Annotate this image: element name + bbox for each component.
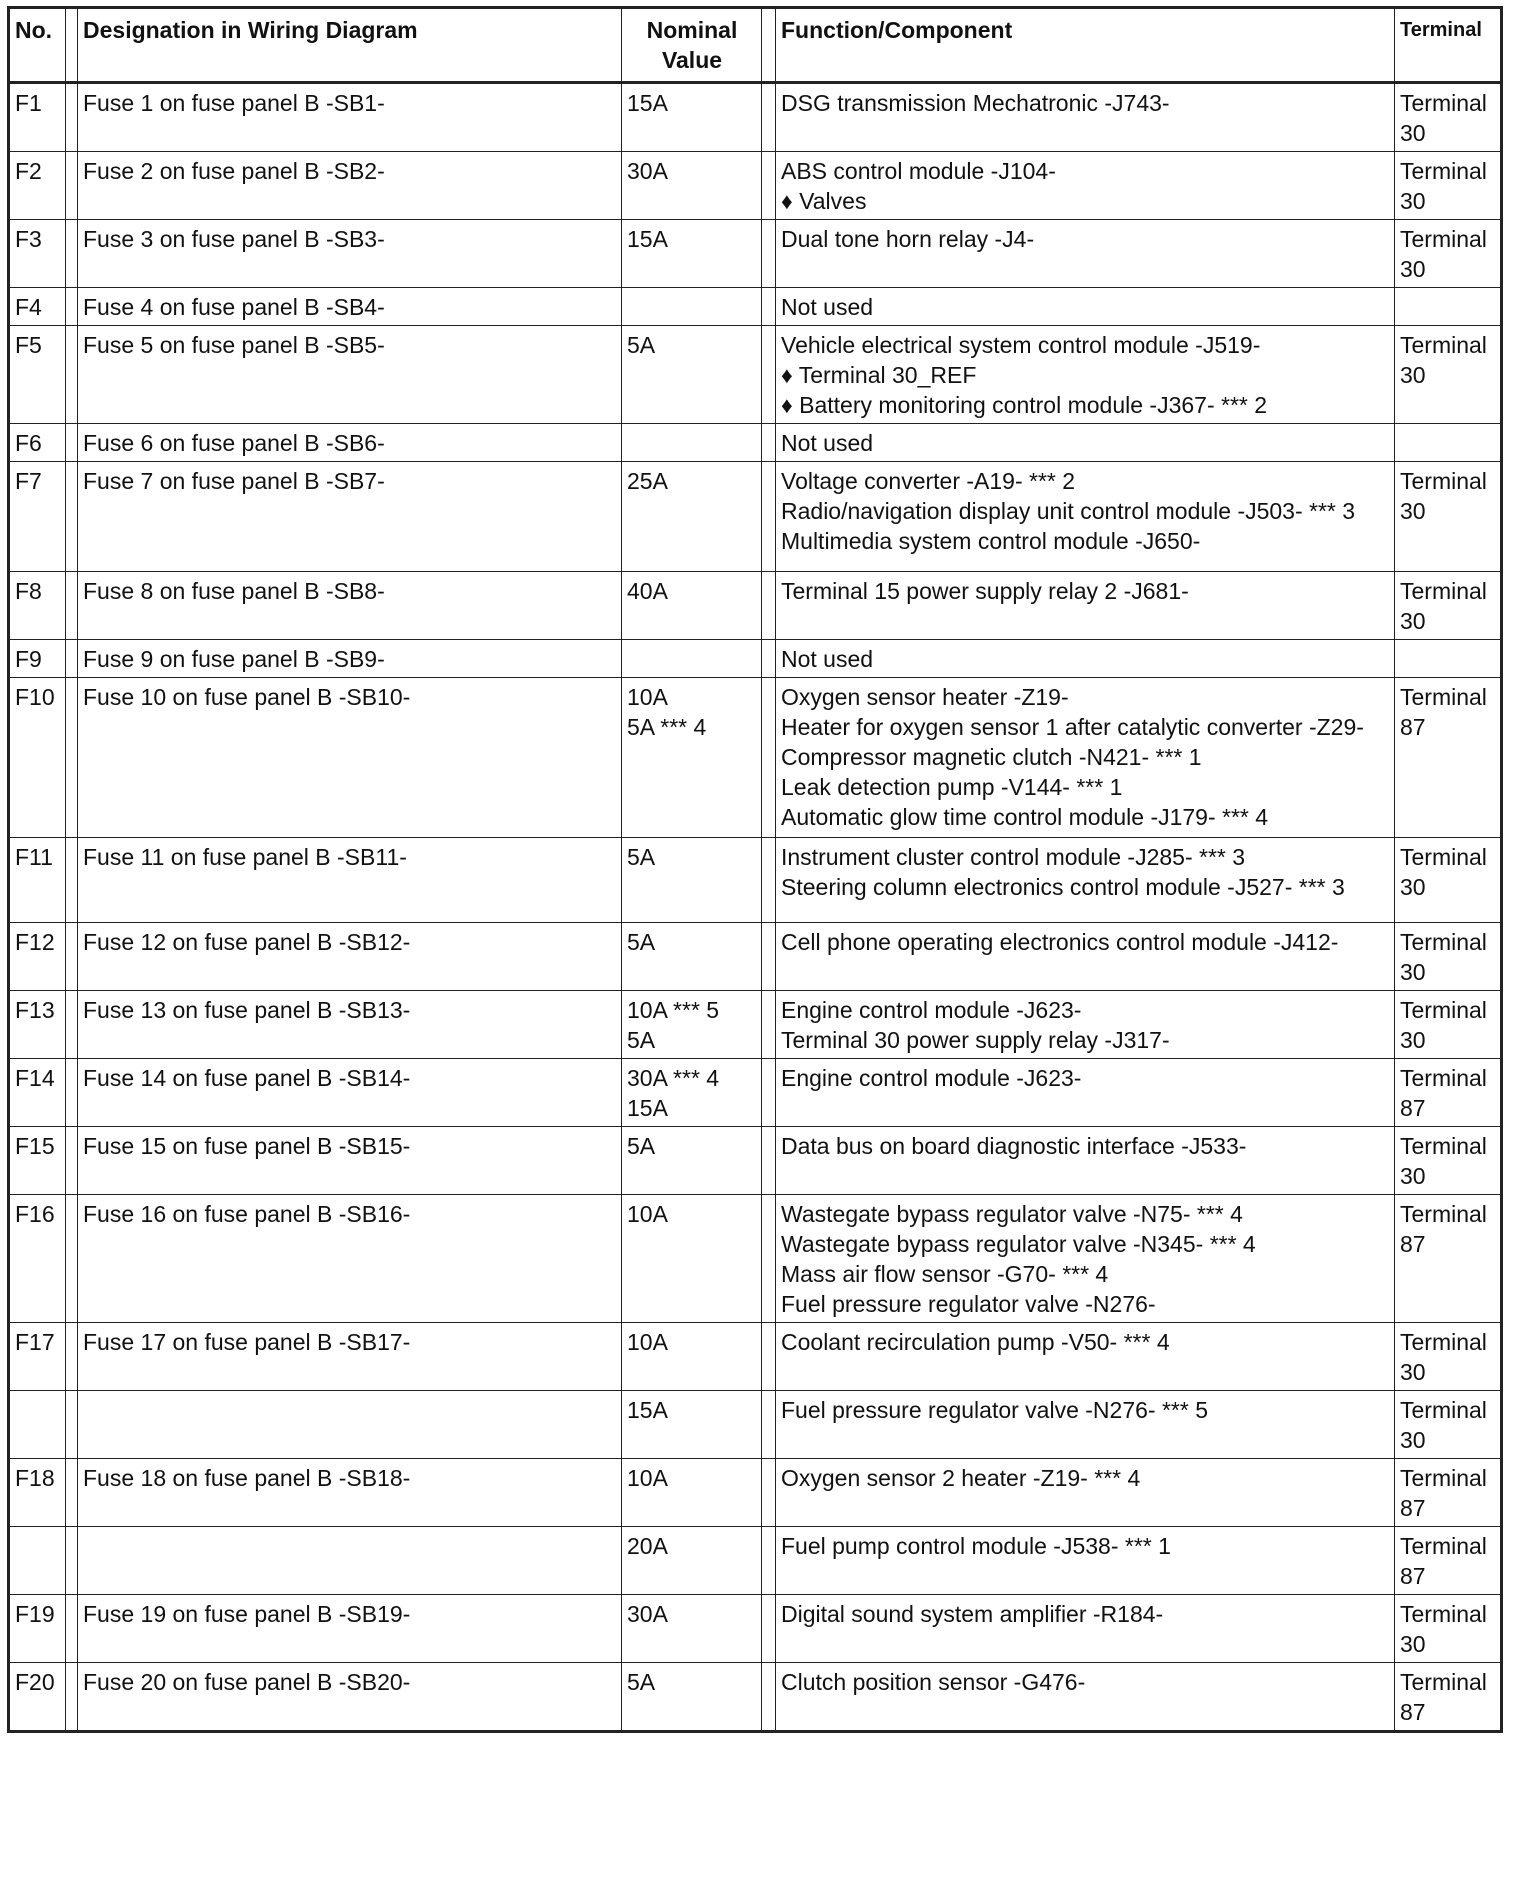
- spacer-cell: [66, 1127, 78, 1195]
- nominal-value-cell: [622, 288, 762, 326]
- fuse-number-cell: F7: [9, 462, 66, 572]
- function-line: Voltage converter -A19- *** 2: [781, 468, 1076, 494]
- nominal-value-line: 25A: [627, 468, 668, 494]
- nominal-value-line: 10A: [627, 684, 668, 710]
- header-designation: Designation in Wiring Diagram: [78, 8, 622, 83]
- table-row: [9, 462, 1502, 572]
- header-function-component: Function/Component: [776, 8, 1395, 83]
- terminal-line: 30: [1400, 188, 1426, 214]
- terminal-line: Terminal: [1400, 929, 1487, 955]
- function-component-cell: [776, 572, 1395, 640]
- function-line: Vehicle electrical system control module -J519-: [781, 332, 1261, 358]
- function-component-cell: [776, 326, 1395, 424]
- fuse-number-cell: F4: [9, 288, 66, 326]
- function-line: Terminal 15 power supply relay 2 -J681-: [781, 578, 1189, 604]
- table-row: [9, 1391, 1502, 1459]
- terminal-line: 87: [1400, 714, 1426, 740]
- header-no: No.: [9, 8, 66, 83]
- nominal-value-cell: [622, 1323, 762, 1391]
- function-line: ♦ Valves: [781, 188, 867, 214]
- terminal-line: 87: [1400, 1699, 1426, 1725]
- spacer-cell: [762, 923, 776, 991]
- terminal-line: 30: [1400, 1163, 1426, 1189]
- terminal-cell: [1395, 326, 1502, 424]
- table-row: [9, 1459, 1502, 1527]
- terminal-cell: [1395, 838, 1502, 923]
- designation-cell: Fuse 11 on fuse panel B -SB11-: [78, 838, 622, 923]
- function-line: Mass air flow sensor -G70- *** 4: [781, 1261, 1109, 1287]
- designation-cell: Fuse 18 on fuse panel B -SB18-: [78, 1459, 622, 1527]
- nominal-value-cell: [622, 1663, 762, 1732]
- spacer-cell: [66, 1663, 78, 1732]
- header-nominal-line: Nominal: [646, 17, 738, 43]
- spacer-cell: [762, 152, 776, 220]
- terminal-line: Terminal: [1400, 1669, 1487, 1695]
- fuse-number-cell: F1: [9, 83, 66, 152]
- nominal-value-line: 10A: [627, 1201, 668, 1227]
- function-component-cell: [776, 424, 1395, 462]
- function-component-cell: [776, 220, 1395, 288]
- terminal-line: Terminal: [1400, 158, 1487, 184]
- terminal-line: 30: [1400, 120, 1426, 146]
- nominal-value-line: 5A: [627, 844, 656, 870]
- nominal-value-cell: [622, 1059, 762, 1127]
- spacer-cell: [762, 220, 776, 288]
- fuse-number-cell: [9, 1527, 66, 1595]
- spacer-cell: [66, 1391, 78, 1459]
- function-component-cell: [776, 1595, 1395, 1663]
- fuse-number-cell: F5: [9, 326, 66, 424]
- function-component-cell: [776, 838, 1395, 923]
- spacer-cell: [66, 83, 78, 152]
- spacer-cell: [762, 83, 776, 152]
- table-row: [9, 1195, 1502, 1323]
- nominal-value-line: 10A: [627, 1465, 668, 1491]
- nominal-value-line: 15A: [627, 226, 668, 252]
- terminal-line: Terminal: [1400, 997, 1487, 1023]
- terminal-line: Terminal: [1400, 1133, 1487, 1159]
- function-line: Fuel pump control module -J538- *** 1: [781, 1533, 1171, 1559]
- nominal-value-cell: [622, 220, 762, 288]
- table-row: [9, 838, 1502, 923]
- spacer-cell: [762, 572, 776, 640]
- function-component-cell: [776, 462, 1395, 572]
- header-value-line: Value: [661, 47, 723, 73]
- designation-cell: Fuse 10 on fuse panel B -SB10-: [78, 678, 622, 838]
- fuse-table: [7, 6, 1503, 1733]
- fuse-number-cell: [9, 1391, 66, 1459]
- terminal-line: Terminal: [1400, 844, 1487, 870]
- spacer-cell: [762, 424, 776, 462]
- function-line: Oxygen sensor 2 heater -Z19- *** 4: [781, 1465, 1141, 1491]
- table-row: [9, 152, 1502, 220]
- terminal-cell: [1395, 1391, 1502, 1459]
- spacer-cell: [762, 1127, 776, 1195]
- terminal-cell: [1395, 991, 1502, 1059]
- function-line: Engine control module -J623-: [781, 997, 1082, 1023]
- nominal-value-cell: [622, 1527, 762, 1595]
- designation-cell: Fuse 3 on fuse panel B -SB3-: [78, 220, 622, 288]
- terminal-line: 30: [1400, 959, 1426, 985]
- terminal-cell: [1395, 1663, 1502, 1732]
- table-row: [9, 1059, 1502, 1127]
- designation-cell: Fuse 13 on fuse panel B -SB13-: [78, 991, 622, 1059]
- function-component-cell: [776, 1195, 1395, 1323]
- nominal-value-cell: [622, 1127, 762, 1195]
- nominal-value-line: 5A: [627, 1027, 656, 1053]
- terminal-line: Terminal: [1400, 90, 1487, 116]
- terminal-line: 30: [1400, 1359, 1426, 1385]
- nominal-value-cell: [622, 838, 762, 923]
- function-component-cell: [776, 288, 1395, 326]
- fuse-table-body: [9, 83, 1502, 1732]
- fuse-number-cell: F14: [9, 1059, 66, 1127]
- spacer-cell: [66, 462, 78, 572]
- nominal-value-cell: [622, 152, 762, 220]
- nominal-value-cell: [622, 424, 762, 462]
- spacer-cell: [66, 152, 78, 220]
- function-line: Fuel pressure regulator valve -N276-: [781, 1291, 1156, 1317]
- terminal-cell: [1395, 678, 1502, 838]
- terminal-cell: [1395, 1459, 1502, 1527]
- designation-cell: [78, 1391, 622, 1459]
- spacer-cell: [66, 424, 78, 462]
- terminal-line: Terminal: [1400, 468, 1487, 494]
- terminal-line: Terminal: [1400, 1201, 1487, 1227]
- function-line: Wastegate bypass regulator valve -N75- *** 4: [781, 1201, 1243, 1227]
- designation-cell: Fuse 8 on fuse panel B -SB8-: [78, 572, 622, 640]
- terminal-line: 87: [1400, 1095, 1426, 1121]
- spacer-cell: [762, 1663, 776, 1732]
- terminal-line: 87: [1400, 1563, 1426, 1589]
- function-line: ABS control module -J104-: [781, 158, 1056, 184]
- header-terminal: Terminal: [1395, 8, 1502, 83]
- function-line: Compressor magnetic clutch -N421- *** 1: [781, 744, 1202, 770]
- terminal-line: 87: [1400, 1495, 1426, 1521]
- spacer-cell: [66, 991, 78, 1059]
- table-header-row: [9, 8, 1502, 83]
- designation-cell: Fuse 15 on fuse panel B -SB15-: [78, 1127, 622, 1195]
- spacer-cell: [762, 1391, 776, 1459]
- fuse-number-cell: F3: [9, 220, 66, 288]
- fuse-number-cell: F12: [9, 923, 66, 991]
- nominal-value-cell: [622, 326, 762, 424]
- function-line: Not used: [781, 294, 874, 320]
- terminal-line: Terminal: [1400, 1465, 1487, 1491]
- nominal-value-line: 5A *** 4: [627, 714, 707, 740]
- terminal-line: 30: [1400, 362, 1426, 388]
- terminal-line: Terminal: [1400, 1065, 1487, 1091]
- header-spacer: [66, 8, 78, 83]
- table-row: [9, 991, 1502, 1059]
- table-row: [9, 220, 1502, 288]
- fuse-number-cell: F17: [9, 1323, 66, 1391]
- spacer-cell: [66, 838, 78, 923]
- function-component-cell: [776, 640, 1395, 678]
- function-component-cell: [776, 1459, 1395, 1527]
- terminal-line: 30: [1400, 874, 1426, 900]
- table-row: [9, 678, 1502, 838]
- designation-cell: Fuse 19 on fuse panel B -SB19-: [78, 1595, 622, 1663]
- terminal-cell: [1395, 1127, 1502, 1195]
- fuse-table-sheet: [7, 6, 1500, 1733]
- function-line: Fuel pressure regulator valve -N276- *** 5: [781, 1397, 1208, 1423]
- terminal-line: Terminal: [1400, 226, 1487, 252]
- spacer-cell: [66, 923, 78, 991]
- nominal-value-line: 30A: [627, 1601, 668, 1627]
- fuse-number-cell: F18: [9, 1459, 66, 1527]
- fuse-number-cell: F6: [9, 424, 66, 462]
- designation-cell: Fuse 17 on fuse panel B -SB17-: [78, 1323, 622, 1391]
- spacer-cell: [66, 1323, 78, 1391]
- spacer-cell: [762, 1527, 776, 1595]
- fuse-number-cell: F10: [9, 678, 66, 838]
- nominal-value-cell: [622, 640, 762, 678]
- designation-cell: Fuse 7 on fuse panel B -SB7-: [78, 462, 622, 572]
- spacer-cell: [762, 1323, 776, 1391]
- terminal-line: Terminal: [1400, 332, 1487, 358]
- nominal-value-line: 5A: [627, 1669, 656, 1695]
- function-component-cell: [776, 1127, 1395, 1195]
- fuse-number-cell: F13: [9, 991, 66, 1059]
- function-component-cell: [776, 1059, 1395, 1127]
- terminal-cell: [1395, 1195, 1502, 1323]
- table-row: [9, 1127, 1502, 1195]
- nominal-value-cell: [622, 1459, 762, 1527]
- designation-cell: Fuse 2 on fuse panel B -SB2-: [78, 152, 622, 220]
- function-line: Heater for oxygen sensor 1 after catalytic converter -Z29-: [781, 714, 1364, 740]
- function-component-cell: [776, 83, 1395, 152]
- fuse-number-cell: F8: [9, 572, 66, 640]
- fuse-number-cell: F20: [9, 1663, 66, 1732]
- spacer-cell: [66, 1059, 78, 1127]
- function-line: Clutch position sensor -G476-: [781, 1669, 1086, 1695]
- spacer-cell: [66, 1195, 78, 1323]
- table-row: [9, 326, 1502, 424]
- function-line: Dual tone horn relay -J4-: [781, 226, 1035, 252]
- header-spacer: [762, 8, 776, 83]
- function-component-cell: [776, 923, 1395, 991]
- function-line: DSG transmission Mechatronic -J743-: [781, 90, 1170, 116]
- spacer-cell: [762, 1459, 776, 1527]
- terminal-line: Terminal: [1400, 1533, 1487, 1559]
- function-line: ♦ Battery monitoring control module -J367- *** 2: [781, 392, 1268, 418]
- terminal-cell: [1395, 1527, 1502, 1595]
- table-row: [9, 640, 1502, 678]
- nominal-value-line: 10A *** 5: [627, 997, 720, 1023]
- terminal-line: Terminal: [1400, 1601, 1487, 1627]
- function-line: Leak detection pump -V144- *** 1: [781, 774, 1123, 800]
- table-row: [9, 83, 1502, 152]
- table-row: [9, 1527, 1502, 1595]
- spacer-cell: [762, 838, 776, 923]
- spacer-cell: [762, 1195, 776, 1323]
- terminal-line: 30: [1400, 1631, 1426, 1657]
- spacer-cell: [762, 288, 776, 326]
- nominal-value-line: 40A: [627, 578, 668, 604]
- spacer-cell: [66, 1527, 78, 1595]
- function-component-cell: [776, 1391, 1395, 1459]
- function-component-cell: [776, 1663, 1395, 1732]
- table-row: [9, 288, 1502, 326]
- spacer-cell: [762, 991, 776, 1059]
- spacer-cell: [762, 462, 776, 572]
- nominal-value-line: 5A: [627, 332, 656, 358]
- spacer-cell: [66, 288, 78, 326]
- nominal-value-cell: [622, 572, 762, 640]
- nominal-value-line: 15A: [627, 90, 668, 116]
- nominal-value-cell: [622, 991, 762, 1059]
- spacer-cell: [66, 220, 78, 288]
- terminal-cell: [1395, 1595, 1502, 1663]
- function-line: Radio/navigation display unit control module -J503- *** 3: [781, 498, 1356, 524]
- fuse-number-cell: F9: [9, 640, 66, 678]
- table-row: [9, 1663, 1502, 1732]
- fuse-number-cell: F15: [9, 1127, 66, 1195]
- nominal-value-line: 15A: [627, 1397, 668, 1423]
- spacer-cell: [762, 640, 776, 678]
- function-component-cell: [776, 1527, 1395, 1595]
- spacer-cell: [66, 1595, 78, 1663]
- designation-cell: Fuse 14 on fuse panel B -SB14-: [78, 1059, 622, 1127]
- designation-cell: [78, 1527, 622, 1595]
- terminal-cell: [1395, 640, 1502, 678]
- nominal-value-cell: [622, 678, 762, 838]
- function-line: Coolant recirculation pump -V50- *** 4: [781, 1329, 1170, 1355]
- nominal-value-line: 10A: [627, 1329, 668, 1355]
- designation-cell: Fuse 9 on fuse panel B -SB9-: [78, 640, 622, 678]
- terminal-cell: [1395, 220, 1502, 288]
- terminal-line: 87: [1400, 1231, 1426, 1257]
- terminal-line: Terminal: [1400, 1329, 1487, 1355]
- function-line: ♦ Terminal 30_REF: [781, 362, 977, 388]
- fuse-number-cell: F19: [9, 1595, 66, 1663]
- fuse-number-cell: F16: [9, 1195, 66, 1323]
- nominal-value-cell: [622, 1391, 762, 1459]
- function-line: Multimedia system control module -J650-: [781, 528, 1201, 554]
- nominal-value-line: 15A: [627, 1095, 668, 1121]
- function-line: Oxygen sensor heater -Z19-: [781, 684, 1069, 710]
- function-line: Digital sound system amplifier -R184-: [781, 1601, 1164, 1627]
- terminal-cell: [1395, 152, 1502, 220]
- table-row: [9, 1595, 1502, 1663]
- table-row: [9, 572, 1502, 640]
- nominal-value-cell: [622, 1195, 762, 1323]
- designation-cell: Fuse 5 on fuse panel B -SB5-: [78, 326, 622, 424]
- function-line: Instrument cluster control module -J285- *** 3: [781, 844, 1246, 870]
- spacer-cell: [762, 678, 776, 838]
- spacer-cell: [762, 326, 776, 424]
- terminal-line: 30: [1400, 498, 1426, 524]
- terminal-line: 30: [1400, 1027, 1426, 1053]
- terminal-cell: [1395, 1323, 1502, 1391]
- function-line: Automatic glow time control module -J179- *** 4: [781, 804, 1269, 830]
- table-row: [9, 1323, 1502, 1391]
- table-row: [9, 424, 1502, 462]
- spacer-cell: [762, 1595, 776, 1663]
- header-nominal-value: [622, 8, 762, 83]
- nominal-value-cell: [622, 1595, 762, 1663]
- spacer-cell: [66, 326, 78, 424]
- designation-cell: Fuse 1 on fuse panel B -SB1-: [78, 83, 622, 152]
- terminal-cell: [1395, 923, 1502, 991]
- nominal-value-cell: [622, 923, 762, 991]
- spacer-cell: [66, 572, 78, 640]
- nominal-value-cell: [622, 83, 762, 152]
- nominal-value-line: 30A: [627, 158, 668, 184]
- nominal-value-line: 20A: [627, 1533, 668, 1559]
- nominal-value-line: 30A *** 4: [627, 1065, 720, 1091]
- function-line: Not used: [781, 646, 874, 672]
- function-line: Steering column electronics control module -J527- *** 3: [781, 874, 1345, 900]
- nominal-value-cell: [622, 462, 762, 572]
- terminal-line: Terminal: [1400, 684, 1487, 710]
- fuse-number-cell: F2: [9, 152, 66, 220]
- function-line: Engine control module -J623-: [781, 1065, 1082, 1091]
- function-line: Data bus on board diagnostic interface -J533-: [781, 1133, 1247, 1159]
- function-line: Not used: [781, 430, 874, 456]
- designation-cell: Fuse 6 on fuse panel B -SB6-: [78, 424, 622, 462]
- function-line: Wastegate bypass regulator valve -N345- *** 4: [781, 1231, 1256, 1257]
- designation-cell: Fuse 4 on fuse panel B -SB4-: [78, 288, 622, 326]
- designation-cell: Fuse 16 on fuse panel B -SB16-: [78, 1195, 622, 1323]
- fuse-number-cell: F11: [9, 838, 66, 923]
- spacer-cell: [66, 678, 78, 838]
- terminal-line: Terminal: [1400, 578, 1487, 604]
- terminal-cell: [1395, 572, 1502, 640]
- terminal-cell: [1395, 462, 1502, 572]
- nominal-value-line: 5A: [627, 1133, 656, 1159]
- function-component-cell: [776, 678, 1395, 838]
- function-component-cell: [776, 152, 1395, 220]
- function-line: Cell phone operating electronics control module -J412-: [781, 929, 1339, 955]
- terminal-cell: [1395, 424, 1502, 462]
- terminal-cell: [1395, 83, 1502, 152]
- table-row: [9, 923, 1502, 991]
- terminal-line: 30: [1400, 256, 1426, 282]
- terminal-line: Terminal: [1400, 1397, 1487, 1423]
- function-line: Terminal 30 power supply relay -J317-: [781, 1027, 1170, 1053]
- designation-cell: Fuse 12 on fuse panel B -SB12-: [78, 923, 622, 991]
- spacer-cell: [762, 1059, 776, 1127]
- terminal-line: 30: [1400, 608, 1426, 634]
- function-component-cell: [776, 991, 1395, 1059]
- spacer-cell: [66, 640, 78, 678]
- terminal-line: 30: [1400, 1427, 1426, 1453]
- function-component-cell: [776, 1323, 1395, 1391]
- nominal-value-line: 5A: [627, 929, 656, 955]
- spacer-cell: [66, 1459, 78, 1527]
- terminal-cell: [1395, 288, 1502, 326]
- designation-cell: Fuse 20 on fuse panel B -SB20-: [78, 1663, 622, 1732]
- terminal-cell: [1395, 1059, 1502, 1127]
